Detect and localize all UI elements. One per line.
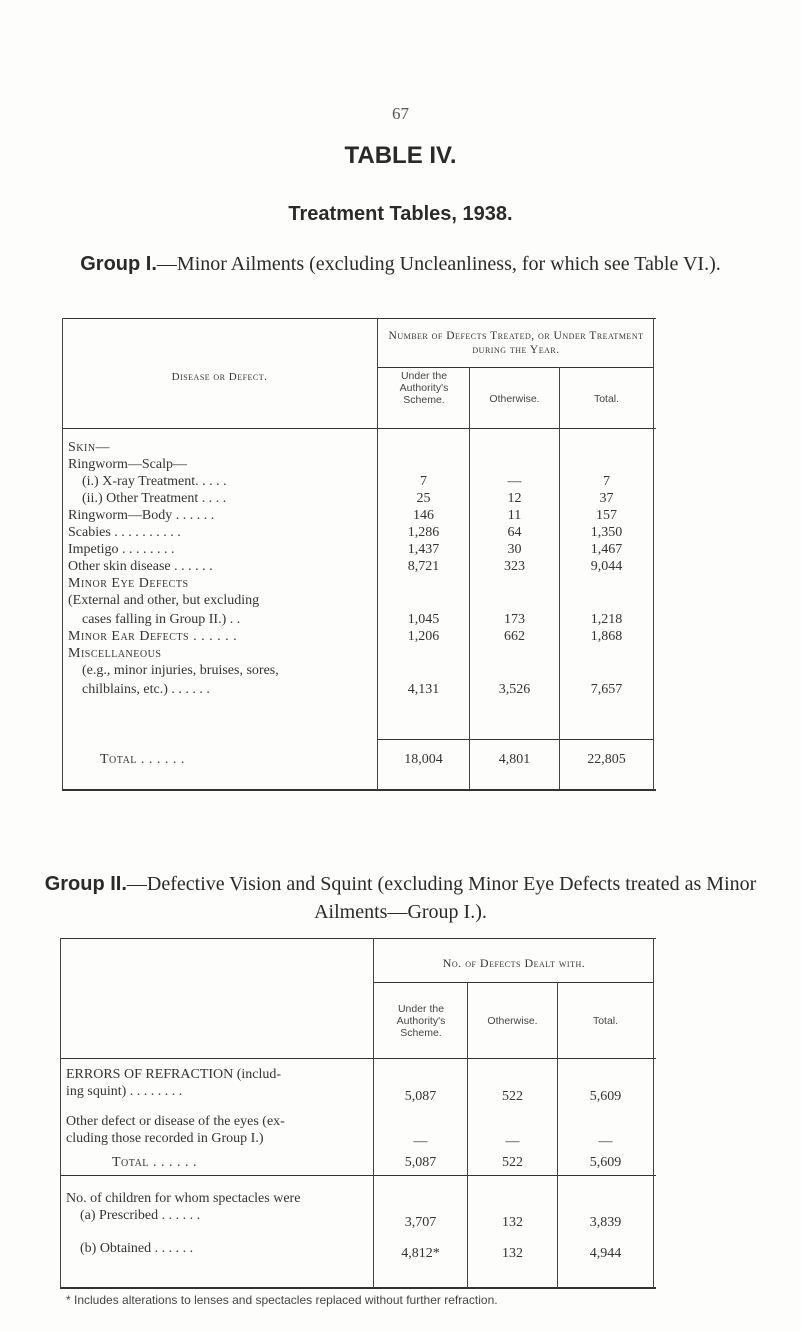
row-label: chilblains, etc.) . . . . . .: [82, 682, 210, 697]
col-group-header: No. of Defects Dealt with.: [442, 956, 586, 970]
cell-authority: —: [413, 1134, 428, 1149]
label-misc: Miscellaneous: [68, 646, 162, 661]
row-label: Ringworm—Body . . . . . .: [68, 508, 215, 523]
cell-authority: 4,131: [407, 682, 440, 697]
cell-total: 5,609: [589, 1155, 622, 1170]
row-label: (ii.) Other Treatment . . . .: [82, 491, 227, 506]
cell-authority: 1,286: [407, 525, 440, 540]
cell-otherwise: 132: [502, 1246, 523, 1261]
col-total-header: Total.: [592, 1015, 619, 1027]
cell-otherwise: 522: [502, 1089, 523, 1104]
cell-authority: 1,206: [407, 629, 440, 644]
cell-otherwise: —: [507, 474, 522, 489]
page-title: TABLE IV.: [344, 142, 457, 169]
cell-otherwise: 323: [504, 559, 525, 574]
total-label: Total . . . . . .: [112, 1155, 197, 1170]
cell-otherwise: 30: [507, 542, 522, 557]
label-minor-eye: Minor Eye Defects: [68, 576, 189, 591]
section-skin: Skin—: [68, 440, 111, 455]
page-number: 67: [392, 104, 409, 123]
row-label: (i.) X-ray Treatment. . . . .: [82, 474, 227, 489]
row-errors-label-1: ERRORS OF REFRACTION (includ-: [66, 1067, 282, 1082]
cell-otherwise: 3,526: [498, 682, 531, 697]
cell-total: 7,657: [590, 682, 623, 697]
group1-heading-rest: —Minor Ailments (excluding Uncleanliness, for which see Table VI.).: [156, 253, 721, 275]
cell-total: 1,218: [590, 612, 623, 627]
cell-authority: 4,812*: [401, 1246, 440, 1261]
cell-total: 7: [603, 474, 610, 489]
cell-authority: 5,087: [404, 1155, 437, 1170]
group2-heading: [40, 870, 761, 926]
col-disease-header: Disease or Defect.: [171, 371, 268, 383]
cell-total: 1,350: [590, 525, 623, 540]
footnote: * Includes alterations to lenses and spectacles replaced without further refraction.: [66, 1293, 498, 1307]
cell-otherwise: 173: [504, 612, 525, 627]
row-label: Scabies . . . . . . . . . .: [68, 525, 181, 540]
cell-otherwise: 522: [502, 1155, 523, 1170]
row-label: Impetigo . . . . . . . .: [68, 542, 175, 557]
cell-total: 37: [599, 491, 614, 506]
group2-heading-rest: —Defective Vision and Squint (excluding Minor Eye Defects treated as Minor Ailments—Group I.).: [126, 873, 757, 923]
cell-total: 5,609: [589, 1089, 622, 1104]
cell-authority: 18,004: [404, 752, 443, 767]
cell-otherwise: 662: [504, 629, 525, 644]
cell-total: —: [598, 1134, 613, 1149]
row-other-label-2: cluding those recorded in Group I.): [66, 1131, 264, 1146]
cell-total: 3,839: [589, 1215, 622, 1230]
label-misc-sub: (e.g., minor injuries, bruises, sores,: [82, 663, 279, 678]
cell-authority: 1,045: [407, 612, 440, 627]
cell-otherwise: 11: [507, 508, 522, 523]
row-errors-label-2: ing squint) . . . . . . . .: [66, 1084, 183, 1099]
cell-otherwise: 64: [507, 525, 522, 540]
cell-otherwise: 4,801: [498, 752, 531, 767]
cell-total: 1,467: [590, 542, 623, 557]
col-authority-header: Under the Authority's Scheme.: [396, 1003, 446, 1039]
col-group-header: Number of Defects Treated, or Under Treatment during the Year.: [388, 330, 644, 356]
cell-authority: 25: [416, 491, 431, 506]
spectacles-label: No. of children for whom spectacles were: [66, 1191, 301, 1206]
col-otherwise-header: Otherwise.: [489, 393, 540, 405]
row-label: Other skin disease . . . . . .: [68, 559, 213, 574]
obtained-label: (b) Obtained . . . . . .: [80, 1241, 194, 1256]
cell-authority: 7: [420, 474, 427, 489]
cell-otherwise: —: [505, 1134, 520, 1149]
group1-heading: [40, 250, 761, 278]
cell-total: 22,805: [587, 752, 626, 767]
col-otherwise-header: Otherwise.: [487, 1015, 538, 1027]
row-label: cases falling in Group II.) . .: [82, 612, 241, 627]
prescribed-label: (a) Prescribed . . . . . .: [80, 1208, 201, 1223]
cell-total: 4,944: [589, 1246, 622, 1261]
cell-authority: 8,721: [407, 559, 440, 574]
cell-total: 157: [596, 508, 617, 523]
col-total-header: Total.: [593, 393, 620, 405]
cell-otherwise: 12: [507, 491, 522, 506]
group1-heading-bold: Group I.: [80, 253, 157, 275]
cell-authority: 3,707: [404, 1215, 437, 1230]
cell-authority: 5,087: [404, 1089, 437, 1104]
total-label: Total . . . . . .: [100, 752, 185, 767]
row-label: Minor Ear Defects . . . . . .: [68, 629, 238, 644]
col-authority-header: Under the Authority's Scheme.: [399, 370, 449, 406]
row-other-label-1: Other defect or disease of the eyes (ex-: [66, 1114, 285, 1129]
cell-authority: 1,437: [407, 542, 440, 557]
group2-heading-bold: Group II.: [44, 873, 127, 895]
cell-total: 1,868: [590, 629, 623, 644]
cell-authority: 146: [413, 508, 434, 523]
cell-total: 9,044: [590, 559, 623, 574]
label-ringworm-scalp: Ringworm—Scalp—: [68, 457, 187, 472]
label-minor-eye-sub: (External and other, but excluding: [68, 593, 260, 608]
page-subtitle: Treatment Tables, 1938.: [288, 203, 513, 225]
cell-otherwise: 132: [502, 1215, 523, 1230]
